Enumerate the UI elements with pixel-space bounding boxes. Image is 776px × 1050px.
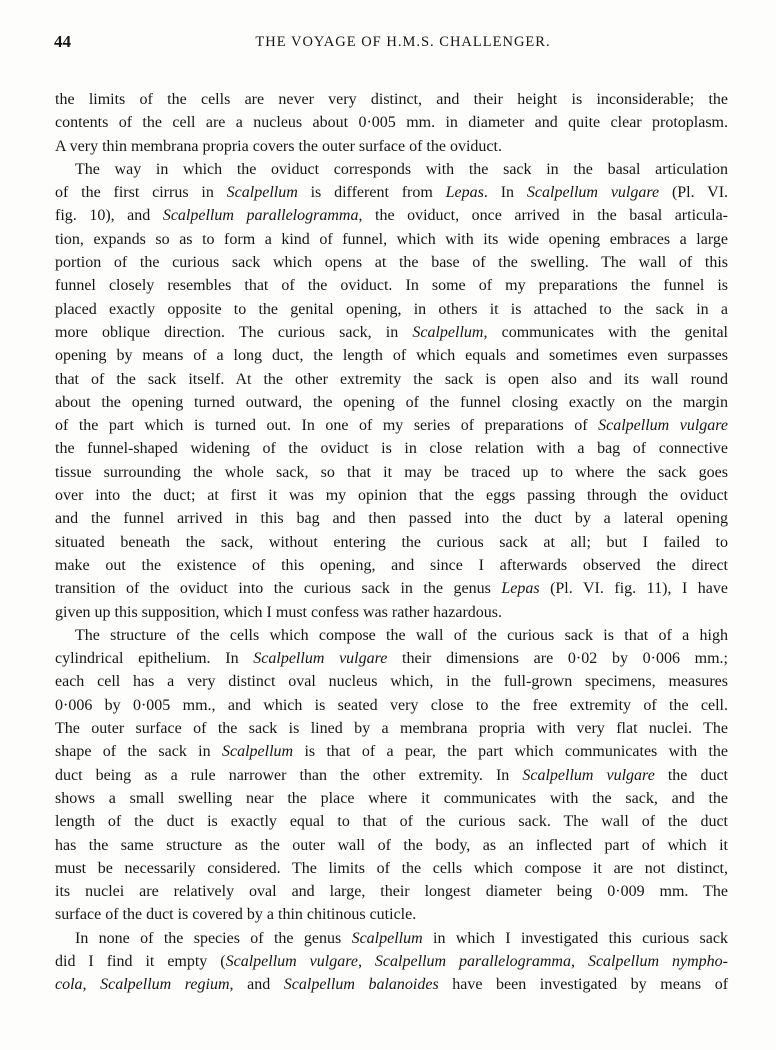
text-line [55,111,728,134]
text-segment: the limits of the cells are never very distinct, and their height is inconsiderable; the [55,91,728,108]
text-line [55,903,728,926]
italic-text: Scalpellum balanoides [283,976,439,994]
text-segment: tion, expands so as to form a kind of funnel, which with its wide opening embraces a large [55,230,728,248]
text-segment: , communicates with the genital [483,323,729,341]
text-line [55,461,728,484]
text-line [55,298,728,321]
text-line [55,577,728,600]
text-segment: . In [483,184,527,202]
text-line [55,950,728,973]
text-segment: about the opening turned outward, the opening of the funnel closing exactly on the margin [55,393,728,411]
text-segment: given up this supposition, which I must confess was rather hazardous. [55,603,503,621]
text-line [55,158,728,181]
italic-text: Scalpellum [351,929,423,947]
italic-text: Scalpellum vulgare [598,417,728,435]
text-segment: A very thin membrana propria covers the outer surface of the oviduct. [55,137,502,155]
text-line [55,437,728,460]
text-line [55,391,728,414]
text-line [55,740,728,763]
text-segment: the funnel-shaped widening of the oviduct is in close relation with a bag of connective [55,440,728,458]
text-line [55,321,728,344]
text-line [55,531,728,554]
text-line [55,484,728,507]
text-line [55,624,728,647]
text-segment: funnel closely resembles that of the oviduct. In some of my preparations the funnel is [55,277,728,295]
text-segment: is that of a pear, the part which communicates with the [293,743,728,761]
italic-text: Lepas [501,580,540,598]
italic-text: Scalpellum vulgare, Scalpellum parallelogramma, Scalpellum nympho- [225,952,728,970]
text-segment: shows a small swelling near the place where it communicates with the sack, and the [55,789,728,807]
text-segment: in which I investigated this curious sack [422,929,728,947]
text-segment: The outer surface of the sack is lined by a membrana propria with very flat nuclei. The [55,720,728,738]
text-line [55,647,728,670]
text-line [55,344,728,367]
text-line [55,204,728,227]
text-line [55,764,728,787]
text-segment: of the first cirrus in [55,184,227,202]
text-segment: The way in which the oviduct corresponds with the sack in the basal articulation [75,160,728,178]
text-segment: make out the existence of this opening, and since I afterwards observed the direct [55,556,728,574]
text-line [55,670,728,693]
text-segment: length of the duct is exactly equal to that of the curious sack. The wall of the duct [55,813,728,831]
text-line [55,694,728,717]
text-line [55,274,728,297]
text-segment: situated beneath the sack, without entering the curious sack at all; but I failed to [55,533,728,551]
italic-text: Scalpellum vulgare [522,766,655,784]
text-segment: their dimensions are 0·02 by 0·006 mm.; [387,650,729,668]
text-segment: shape of the sack in [55,743,222,761]
text-line [55,717,728,740]
italic-text: Scalpellum parallelogramma [162,207,359,225]
text-segment: that of the sack itself. At the other extremity the sack is open also and its wall round [55,370,728,388]
text-line [55,507,728,530]
text-segment: has the same structure as the outer wall of the body, as an inflected part of which it [55,836,728,854]
text-segment: (Pl. VI. fig. 11), I have [539,580,728,598]
text-line [55,414,728,437]
text-segment: and [233,976,284,994]
italic-text: cola, Scalpellum regium, [55,976,234,994]
text-segment: more oblique direction. The curious sack, in [55,323,413,341]
text-line [55,135,728,158]
text-line [55,927,728,950]
text-segment: duct being as a rule narrower than the other extremity. In [55,766,523,784]
text-segment: have been investigated by means of [438,976,729,994]
text-segment: contents of the cell are a nucleus about 0·005 mm. in diameter and quite clear protoplasm. [55,114,728,132]
italic-text: Scalpellum [412,323,484,341]
text-segment: , the oviduct, once arrived in the basal articula- [358,207,729,225]
italic-text: Scalpellum vulgare [253,650,388,668]
text-line [55,181,728,204]
text-line [55,88,728,111]
text-line [55,880,728,903]
text-line [55,973,728,996]
italic-text: Lepas [445,184,484,202]
text-segment: portion of the curious sack which opens at the base of the swelling. The wall of this [55,254,728,272]
text-line [55,368,728,391]
text-segment: The structure of the cells which compose the wall of the curious sack is that of a high [75,626,728,644]
italic-text: Scalpellum vulgare [526,184,660,202]
page-number: 44 [54,32,71,51]
running-title: THE VOYAGE OF H.M.S. CHALLENGER. [255,34,551,50]
text-segment: is different from [297,184,446,202]
text-line [55,228,728,251]
italic-text: Scalpellum [222,743,294,761]
text-segment: 0·006 by 0·005 mm., and which is seated very close to the free extremity of the cell. [55,696,728,714]
text-segment: tissue surrounding the whole sack, so that it may be traced up to where the sack goes [55,463,728,481]
text-segment: did I find it empty ( [55,952,226,970]
text-segment: (Pl. VI. [659,184,729,202]
text-segment: of the part which is turned out. In one of my series of preparations of [55,417,599,435]
text-segment: must be necessarily considered. The limits of the cells which compose it are not distinct, [55,859,728,877]
text-line [55,601,728,624]
text-segment: cylindrical epithelium. In [55,650,254,668]
text-segment: surface of the duct is covered by a thin chitinous cuticle. [55,906,417,924]
text-segment: the duct [654,766,729,784]
text-line [55,810,728,833]
text-segment: its nuclei are relatively oval and large, their longest diameter being 0·009 mm. The [55,883,728,901]
text-line [55,251,728,274]
text-line [55,834,728,857]
text-segment: transition of the oviduct into the curious sack in the genus [55,580,502,598]
text-segment: placed exactly opposite to the genital opening, in others it is attached to the sack in a [55,300,728,318]
body-text [55,88,728,997]
italic-text: Scalpellum [226,184,298,202]
text-segment: and the funnel arrived in this bag and then passed into the duct by a lateral opening [55,510,728,528]
text-segment: each cell has a very distinct oval nucleus which, in the full-grown specimens, measures [55,673,728,691]
text-line [55,857,728,880]
text-line [55,787,728,810]
text-segment: In none of the species of the genus [75,929,352,947]
text-segment: fig. 10), and [55,207,163,225]
text-segment: over into the duct; at first it was my opinion that the eggs passing through the oviduct [55,487,728,505]
text-line [55,554,728,577]
text-segment: opening by means of a long duct, the length of which equals and sometimes even surpasses [55,347,728,365]
